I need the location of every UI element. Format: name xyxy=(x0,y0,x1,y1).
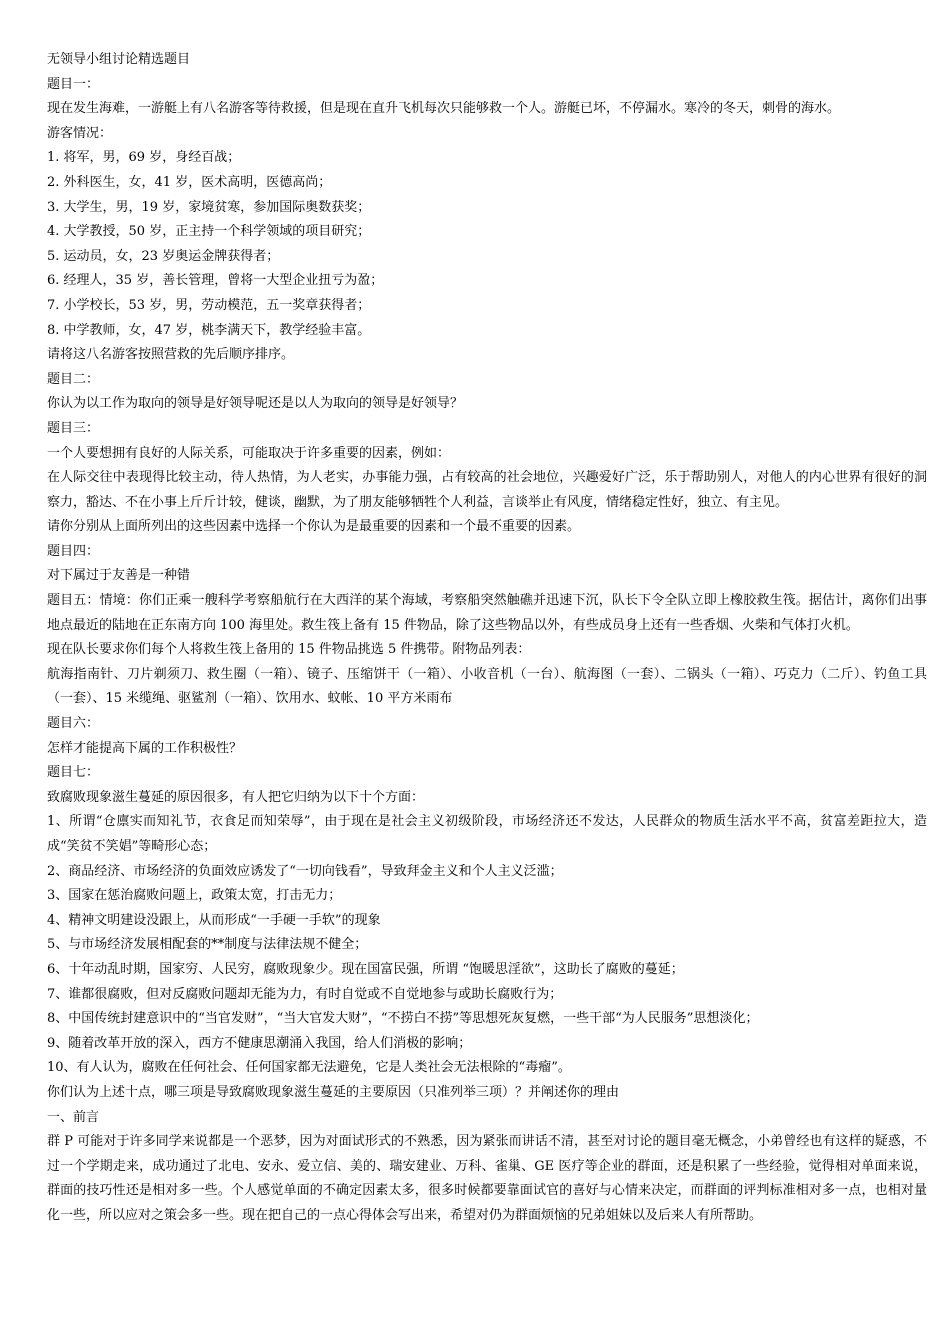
q7-item: 9、随着改革开放的深入，西方不健康思潮涌入我国，给人们消极的影响； xyxy=(47,1035,472,1051)
q1-item: 6. 经理人，35 岁，善长管理，曾将一大型企业扭亏为盈； xyxy=(47,273,384,289)
q3-intro: 一个人要想拥有良好的人际关系，可能取决于许多重要的因素，例如： xyxy=(47,445,451,461)
q7-item: 8、中国传统封建意识中的“当官发财”，“当大官发大财”，“不捞白不捞”等思想死灰复燃，一些干部“为人民服务”思想淡化； xyxy=(47,1011,759,1027)
q7-item: 1、所谓“仓廪实而知礼节，衣食足而知荣辱”，由于现在是社会主义初级阶段，市场经济还不发达，人民群众的物质生活水平不高，贫富差距拉大，造成“笑贫不笑娼”等畸形心态； xyxy=(47,814,927,854)
q1-item: 4. 大学教授，50 岁，正主持一个科学领域的项目研究； xyxy=(47,224,371,240)
q7-item: 4、精神文明建设没跟上，从而形成“一手硬一手软”的现象 xyxy=(47,912,381,928)
q1-heading: 题目一： xyxy=(47,76,100,92)
preface-body: 群 P 可能对于许多同学来说都是一个恶梦，因为对面试形式的不熟悉，因为紧张而讲话不清，甚至对讨论的题目毫无概念，小弟曾经也有这样的疑惑，不过一个学期走来，成功通过了北电、安永、爱立信、美的、瑞安建业、万科、雀巢、GE 医疗等企业的群面，还是积累了一些经验，觉得相对单面来说，群面的技巧性还是相对多一些。个人感觉单面的不确定因素太多，很多时候都要靠面试官的喜好与心情来决定，而群面的评判标准相对多一点，也相对量化一些，所以应对之策会多一些。现在把自己的一点心得体会写出来，希望对仍为群面烦恼的兄弟姐妹以及后来人有所帮助。 xyxy=(47,1134,927,1223)
q2-heading: 题目二： xyxy=(47,371,100,387)
q1-item: 5. 运动员，女，23 岁奥运金牌获得者； xyxy=(47,248,280,264)
q1-item: 1. 将军，男，69 岁，身经百战； xyxy=(47,150,241,166)
q7-item: 7、谁都很腐败，但对反腐败问题却无能为力，有时自觉或不自觉地参与或助长腐败行为； xyxy=(47,986,563,1002)
q7-item: 3、国家在惩治腐败问题上，政策太宽，打击无力； xyxy=(47,888,342,904)
q1-intro: 游客情况： xyxy=(47,125,113,141)
q4-heading: 题目四： xyxy=(47,543,100,559)
q5-scenario: 题目五：情境：你们正乘一艘科学考察船航行在大西洋的某个海域，考察船突然触礁并迅速下沉，队长下令全队立即上橡胶救生筏。据估计，离你们出事地点最近的陆地在正东南方向 100 海里处。救生筏上备有 15 件物品，除了这些物品以外，有些成员身上还有一些香烟、火柴和气体打火机。 xyxy=(47,593,927,633)
q4-question: 对下属过于友善是一种错 xyxy=(47,568,191,584)
q7-question: 你们认为上述十点，哪三项是导致腐败现象滋生蔓延的主要原因（只准列举三项）？并阐述你的理由 xyxy=(47,1084,620,1100)
q1-item: 3. 大学生，男，19 岁，家境贫寒，参加国际奥数获奖； xyxy=(47,199,371,215)
q7-item: 2、商品经济、市场经济的负面效应诱发了“一切向钱看”，导致拜金主义和个人主义泛滥； xyxy=(47,863,563,879)
q3-question: 请你分别从上面所列出的这些因素中选择一个你认为是最重要的因素和一个最不重要的因素。 xyxy=(47,519,581,535)
q7-intro: 致腐败现象滋生蔓延的原因很多，有人把它归纳为以下十个方面： xyxy=(47,789,425,805)
q7-item: 10、有人认为，腐败在任何社会、任何国家都无法避免，它是人类社会无法根除的“毒瘤”。 xyxy=(47,1060,571,1076)
q7-item: 6、十年动乱时期，国家穷、人民穷，腐败现象少。现在国富民强，所谓 “饱暖思淫欲”，这助长了腐败的蔓延； xyxy=(47,961,684,977)
q1-item: 7. 小学校长，53 岁，男，劳动模范，五一奖章获得者； xyxy=(47,297,371,313)
q7-heading: 题目七： xyxy=(47,765,100,781)
q3-heading: 题目三： xyxy=(47,420,100,436)
q5-item-list: 航海指南针、刀片剃须刀、救生圈（一箱）、镜子、压缩饼干（一箱）、小收音机（一台）、航海图（一套）、二锅头（一箱）、巧克力（二斤）、钓鱼工具（一套）、15 米缆绳、驱鲨剂（一箱）、饮用水、蚊帐、10 平方米雨布 xyxy=(47,666,927,707)
q1-item: 2. 外科医生，女，41 岁，医术高明，医德高尚； xyxy=(47,174,332,190)
q1-question: 请将这八名游客按照营救的先后顺序排序。 xyxy=(47,347,295,363)
q2-question: 你认为以工作为取向的领导是好领导呢还是以人为取向的领导是好领导？ xyxy=(47,396,464,412)
q5-task: 现在队长要求你们每个人将救生筏上备用的 15 件物品挑选 5 件携带。附物品列表： xyxy=(47,642,531,658)
q1-item: 8. 中学教师，女，47 岁，桃李满天下，教学经验丰富。 xyxy=(47,322,371,338)
preface-heading: 一、前言 xyxy=(47,1109,100,1125)
q1-scenario: 现在发生海难，一游艇上有八名游客等待救援，但是现在直升飞机每次只能够救一个人。游艇已坏，不停漏水。寒冷的冬天，刺骨的海水。 xyxy=(47,101,841,117)
q6-question: 怎样才能提高下属的工作积极性？ xyxy=(47,740,243,756)
q7-item: 5、与市场经济发展相配套的**制度与法律法规不健全； xyxy=(47,937,368,953)
q6-heading: 题目六： xyxy=(47,716,100,732)
document-body xyxy=(47,48,927,1229)
q3-factors: 在人际交往中表现得比较主动，待人热情，为人老实，办事能力强，占有较高的社会地位，兴趣爱好广泛，乐于帮助别人，对他人的内心世界有很好的洞察力，豁达、不在小事上斤斤计较，健谈，幽默，为了朋友能够牺牲个人利益，言谈举止有风度，情绪稳定性好，独立、有主见。 xyxy=(47,470,927,510)
document-title: 无领导小组讨论精选题目 xyxy=(47,52,191,67)
